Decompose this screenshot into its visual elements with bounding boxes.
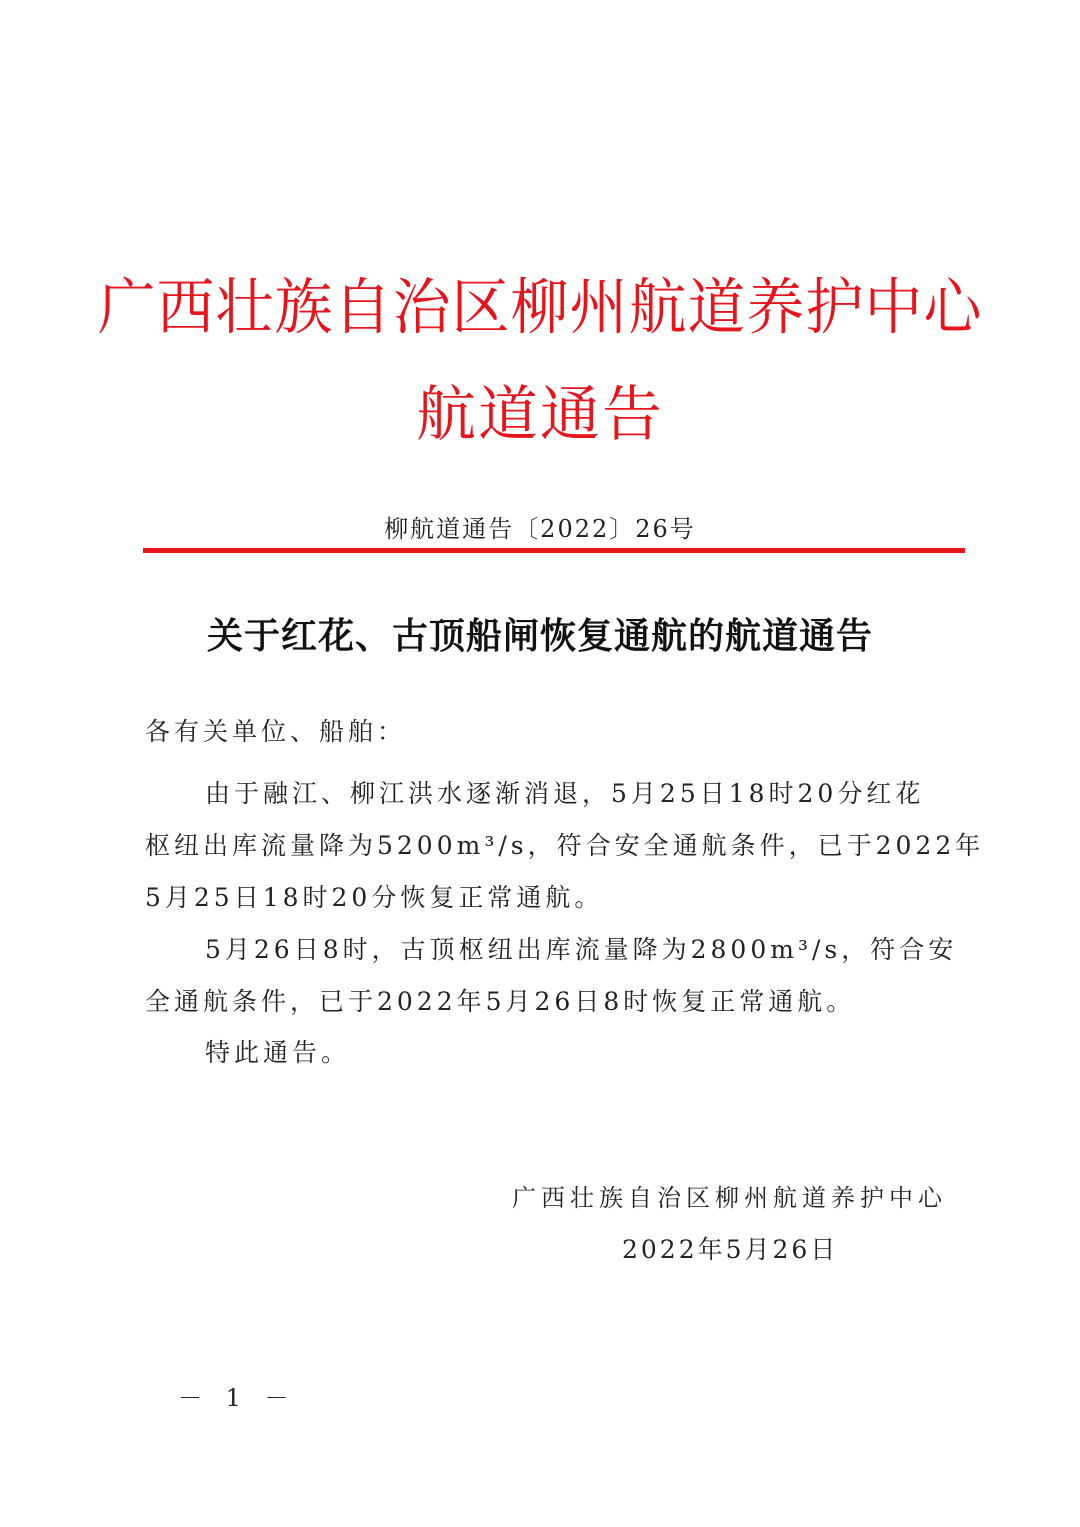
closing-phrase: 特此通告。 [205,1038,351,1067]
red-divider-line [143,548,965,553]
issuing-organization-header: 广西壮族自治区柳州航道养护中心 [97,271,983,343]
body-line: 全通航条件，已于2022年5月26日8时恢复正常通航。 [145,987,856,1016]
body-line: 5月26日8时，古顶枢纽出库流量降为2800m³/s，符合安 [205,935,958,964]
notice-title: 关于红花、古顶船闸恢复通航的航道通告 [206,616,873,657]
signature-date: 2022年5月26日 [622,1235,839,1264]
body-line: 5月25日18时20分恢复正常通航。 [145,883,604,912]
page-number: － 1 － [178,1384,297,1412]
salutation: 各有关单位、船舶： [145,717,407,746]
body-line: 枢纽出库流量降为5200m³/s，符合安全通航条件，已于2022年 [145,831,985,860]
body-line: 由于融江、柳江洪水逐渐消退，5月25日18时20分红花 [205,779,925,808]
document-type-header: 航道通告 [416,380,664,450]
document-number: 柳航道通告〔2022〕26号 [384,515,696,543]
signature-organization: 广西壮族自治区柳州航道养护中心 [512,1184,947,1212]
